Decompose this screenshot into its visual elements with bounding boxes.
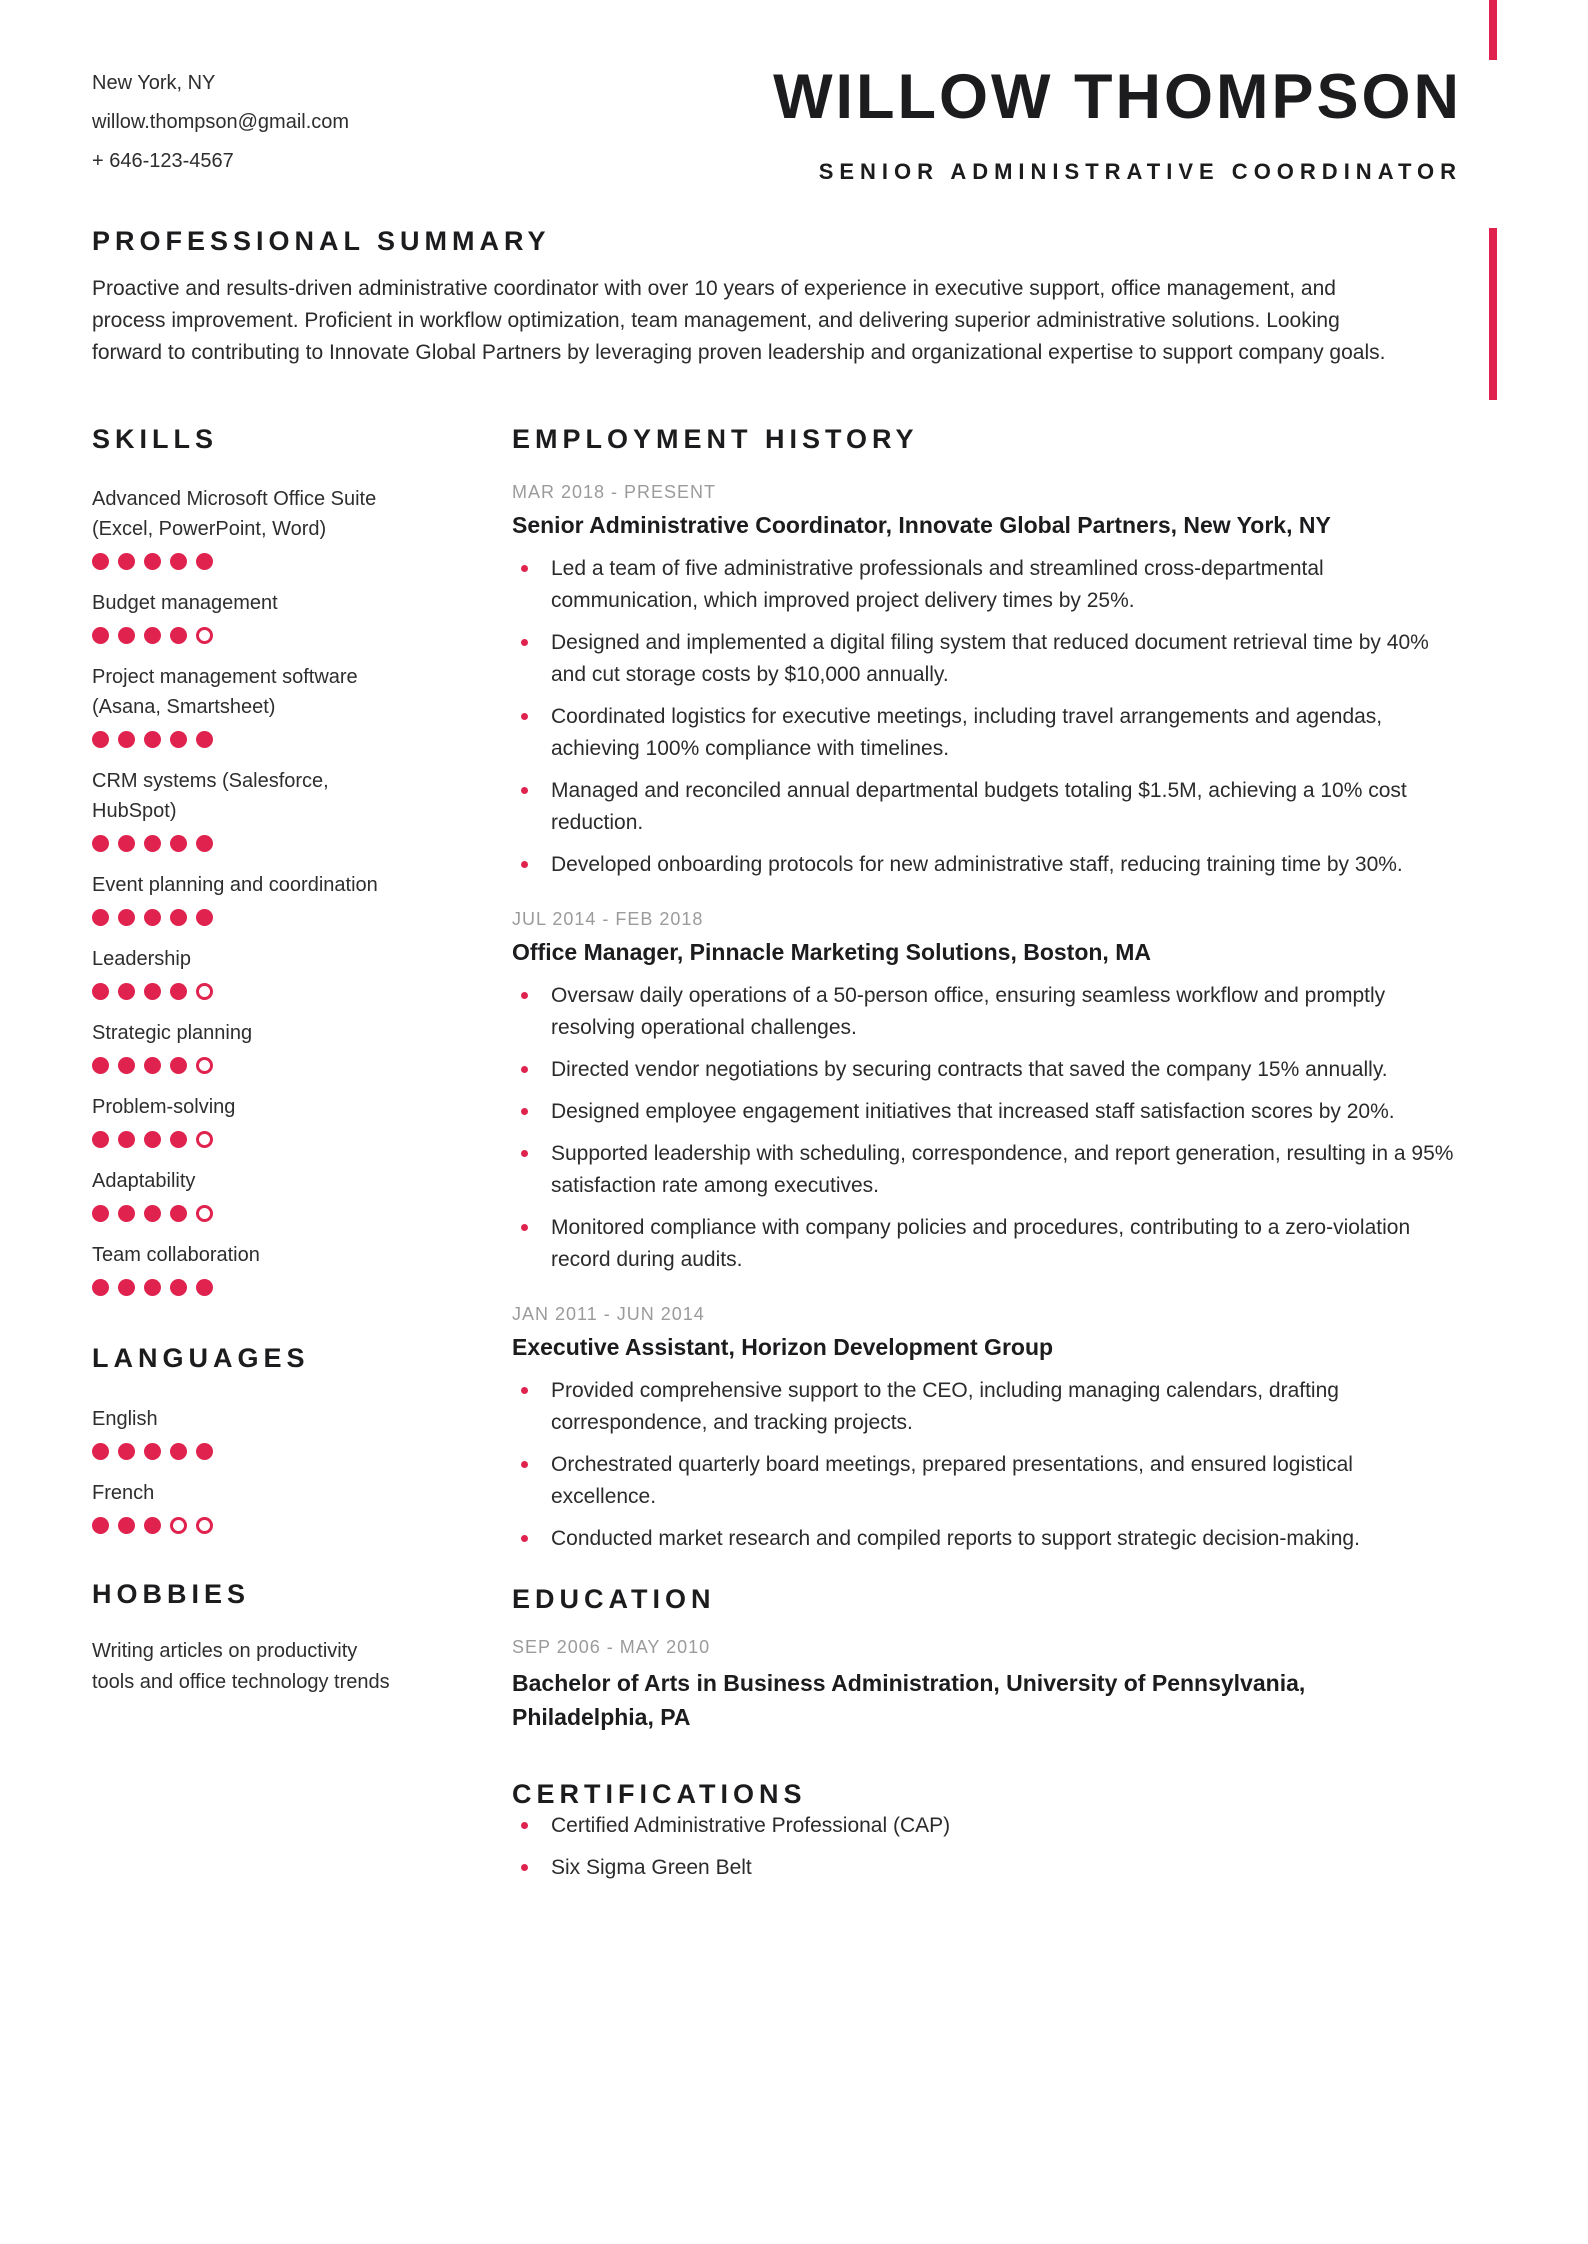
rating-dot-filled [144, 1205, 161, 1222]
skill-item-label: Leadership [92, 948, 191, 971]
job-bullet-text: Supported leadership with scheduling, correspondence, and report generation, resulting in a 95% satisfaction rate among executives. [551, 1142, 1454, 1198]
bullet-dot [521, 1535, 528, 1542]
job-dates: MAR 2018 - PRESENT [512, 482, 717, 503]
certification-item-text: Six Sigma Green Belt [551, 1855, 752, 1879]
skill-item [92, 1240, 402, 1296]
jobs-list [512, 482, 1462, 1555]
sidebar-column [92, 425, 402, 1698]
job-bullet [512, 701, 1462, 765]
rating-dot-empty [196, 983, 213, 1000]
job-bullet-text: Monitored compliance with company policies and procedures, contributing to a zero-violation record during audits. [551, 1216, 1411, 1272]
rating-dot-filled [92, 1279, 109, 1296]
rating-dot-filled [170, 1131, 187, 1148]
rating-dots [92, 983, 402, 1000]
job-bullet [512, 1375, 1462, 1439]
bullet-dot [521, 787, 528, 794]
job-bullet-text: Led a team of five administrative professionals and streamlined cross-departmental communication, which improved project delivery times by 25%. [551, 557, 1324, 613]
bullet-dot [521, 1461, 528, 1468]
skill-item-label: Project management software (Asana, Smartsheet) [92, 666, 358, 719]
bullet-dot [521, 1066, 528, 1073]
content-columns [92, 425, 1496, 1894]
rating-dots [92, 909, 402, 926]
rating-dot-filled [196, 1443, 213, 1460]
job-bullet-text: Oversaw daily operations of a 50-person office, ensuring seamless workflow and promptly resolving operational challenges. [551, 984, 1386, 1040]
job-bullet [512, 1054, 1462, 1086]
rating-dot-filled [118, 983, 135, 1000]
rating-dot-filled [92, 1057, 109, 1074]
rating-dot-empty [170, 1517, 187, 1534]
rating-dot-empty [196, 1205, 213, 1222]
rating-dot-filled [170, 835, 187, 852]
education-dates: SEP 2006 - MAY 2010 [512, 1637, 711, 1658]
education-degree: Bachelor of Arts in Business Administration, University of Pennsylvania, Philadelphia, PA [512, 1670, 1306, 1731]
rating-dot-filled [92, 909, 109, 926]
rating-dot-filled [92, 1443, 109, 1460]
rating-dots [92, 627, 402, 644]
rating-dot-filled [170, 731, 187, 748]
bullet-dot [521, 565, 528, 572]
candidate-name: WILLOW THOMPSON [773, 62, 1462, 132]
rating-dot-filled [92, 553, 109, 570]
rating-dot-filled [118, 1131, 135, 1148]
job-bullet-text: Designed employee engagement initiatives that increased staff satisfaction scores by 20%. [551, 1100, 1395, 1124]
job-bullet-text: Developed onboarding protocols for new administrative staff, reducing training time by 30%. [551, 853, 1403, 877]
education-heading: EDUCATION [512, 1584, 716, 1615]
rating-dots [92, 553, 402, 570]
job-bullet [512, 775, 1462, 839]
skill-item [92, 588, 402, 644]
rating-dot-filled [144, 909, 161, 926]
rating-dots [92, 1131, 402, 1148]
contact-location: New York, NY [92, 72, 216, 94]
rating-dot-filled [118, 909, 135, 926]
rating-dot-filled [170, 909, 187, 926]
rating-dot-filled [118, 1057, 135, 1074]
skill-item-label: Problem-solving [92, 1096, 236, 1119]
accent-bar-summary [1489, 228, 1497, 400]
job-bullet [512, 1523, 1462, 1555]
rating-dot-filled [92, 731, 109, 748]
summary-text: Proactive and results-driven administrative coordinator with over 10 years of experience in executive support, office management, and process improvement. Proficient in workflow optimization, team management, and delivering superior administrative solutions. Looking forward to contributing to Innovate Global Partners by leveraging proven leadership and organizational expertise to support company goals. [92, 276, 1386, 364]
rating-dot-filled [196, 909, 213, 926]
rating-dot-filled [144, 983, 161, 1000]
rating-dot-filled [170, 627, 187, 644]
rating-dots [92, 731, 402, 748]
rating-dot-filled [170, 1205, 187, 1222]
rating-dot-filled [144, 1131, 161, 1148]
rating-dot-filled [118, 1443, 135, 1460]
job-entry [512, 482, 1462, 881]
job-bullets [512, 553, 1462, 881]
job-bullet-text: Provided comprehensive support to the CEO, including managing calendars, drafting correspondence, and tracking projects. [551, 1379, 1339, 1435]
hobbies-section [92, 1580, 402, 1698]
rating-dots [92, 1057, 402, 1074]
job-bullet-text: Orchestrated quarterly board meetings, prepared presentations, and ensured logistical excellence. [551, 1453, 1353, 1509]
job-bullet [512, 1449, 1462, 1513]
language-item [92, 1478, 402, 1534]
skill-item-label: Strategic planning [92, 1022, 253, 1045]
rating-dots [92, 1205, 402, 1222]
rating-dot-filled [144, 1279, 161, 1296]
rating-dots [92, 1517, 402, 1534]
job-bullet [512, 1096, 1462, 1128]
bullet-dot [521, 1387, 528, 1394]
bullet-dot [521, 992, 528, 999]
job-title: Senior Administrative Coordinator, Innovate Global Partners, New York, NY [512, 512, 1331, 539]
professional-summary-section [92, 227, 1496, 369]
bullet-dot [521, 1864, 528, 1871]
rating-dot-empty [196, 1057, 213, 1074]
hobbies-heading: HOBBIES [92, 1579, 251, 1610]
rating-dot-filled [92, 835, 109, 852]
skill-item [92, 766, 402, 852]
skill-item-label: Event planning and coordination [92, 874, 378, 897]
skill-item-label: Adaptability [92, 1170, 196, 1193]
rating-dot-filled [118, 1517, 135, 1534]
bullet-dot [521, 1150, 528, 1157]
bullet-dot [521, 1822, 528, 1829]
rating-dot-filled [92, 1517, 109, 1534]
rating-dot-filled [118, 731, 135, 748]
skill-item-label: CRM systems (Salesforce, HubSpot) [92, 770, 329, 823]
rating-dot-filled [118, 1279, 135, 1296]
rating-dots [92, 1443, 402, 1460]
job-bullets [512, 1375, 1462, 1555]
certifications-heading: CERTIFICATIONS [512, 1779, 807, 1810]
languages-section [92, 1344, 402, 1534]
rating-dot-filled [118, 1205, 135, 1222]
rating-dot-filled [170, 1057, 187, 1074]
job-entry [512, 1304, 1462, 1555]
languages-list [92, 1404, 402, 1534]
certification-item [512, 1810, 1462, 1842]
skill-item [92, 662, 402, 748]
skill-item [92, 870, 402, 926]
skill-item-label: Advanced Microsoft Office Suite (Excel, PowerPoint, Word) [92, 488, 377, 541]
rating-dot-filled [170, 553, 187, 570]
rating-dot-empty [196, 1131, 213, 1148]
rating-dot-filled [144, 1443, 161, 1460]
contact-block [92, 50, 349, 181]
skill-item [92, 484, 402, 570]
rating-dot-filled [92, 1131, 109, 1148]
job-bullet [512, 1212, 1462, 1276]
skill-item-label: Budget management [92, 592, 278, 615]
rating-dot-empty [196, 627, 213, 644]
rating-dot-filled [92, 1205, 109, 1222]
job-title: Executive Assistant, Horizon Development Group [512, 1334, 1054, 1361]
resume-header [92, 50, 1496, 185]
rating-dot-filled [118, 553, 135, 570]
job-bullet [512, 553, 1462, 617]
skills-section [92, 425, 402, 1297]
skill-item [92, 944, 402, 1000]
education-section [512, 1585, 1462, 1734]
rating-dots [92, 835, 402, 852]
job-bullet [512, 849, 1462, 881]
skill-item [92, 1092, 402, 1148]
main-column [512, 425, 1496, 1894]
rating-dot-filled [196, 1279, 213, 1296]
job-dates: JUL 2014 - FEB 2018 [512, 909, 704, 930]
job-bullet-text: Conducted market research and compiled reports to support strategic decision-making. [551, 1527, 1360, 1551]
rating-dot-filled [170, 983, 187, 1000]
rating-dot-filled [170, 1443, 187, 1460]
certifications-section [512, 1780, 1462, 1884]
rating-dot-filled [196, 553, 213, 570]
languages-heading: LANGUAGES [92, 1343, 310, 1374]
rating-dot-filled [170, 1279, 187, 1296]
bullet-dot [521, 861, 528, 868]
bullet-dot [521, 639, 528, 646]
job-bullets [512, 980, 1462, 1276]
rating-dot-filled [92, 983, 109, 1000]
skill-item [92, 1018, 402, 1074]
employment-history-heading: EMPLOYMENT HISTORY [512, 423, 919, 454]
rating-dot-filled [144, 553, 161, 570]
job-dates: JAN 2011 - JUN 2014 [512, 1304, 705, 1325]
certification-item-text: Certified Administrative Professional (CAP) [551, 1813, 951, 1837]
rating-dot-filled [196, 731, 213, 748]
job-bullet-text: Designed and implemented a digital filing system that reduced document retrieval time by 40% and cut storage costs by $10,000 annually. [551, 631, 1429, 687]
job-bullet-text: Directed vendor negotiations by securing contracts that saved the company 15% annually. [551, 1058, 1388, 1082]
rating-dot-filled [144, 627, 161, 644]
rating-dot-filled [118, 627, 135, 644]
skills-list [92, 484, 402, 1296]
job-bullet [512, 980, 1462, 1044]
language-item-label: French [92, 1482, 155, 1505]
contact-phone: + 646-123-4567 [92, 150, 234, 172]
candidate-job-title: SENIOR ADMINISTRATIVE COORDINATOR [818, 159, 1462, 184]
rating-dot-filled [144, 835, 161, 852]
job-bullet-text: Coordinated logistics for executive meetings, including travel arrangements and agendas, achieving 100% compliance with timelines. [551, 705, 1383, 761]
job-bullet [512, 1138, 1462, 1202]
language-item [92, 1404, 402, 1460]
employment-history-section [512, 425, 1462, 1556]
bullet-dot [521, 713, 528, 720]
rating-dot-filled [144, 1517, 161, 1534]
skills-heading: SKILLS [92, 423, 219, 454]
job-entry [512, 909, 1462, 1276]
job-title: Office Manager, Pinnacle Marketing Solutions, Boston, MA [512, 939, 1151, 966]
language-item-label: English [92, 1408, 158, 1431]
hobbies-text: Writing articles on productivity tools and office technology trends [92, 1639, 390, 1693]
job-bullet [512, 627, 1462, 691]
rating-dots [92, 1279, 402, 1296]
job-bullet-text: Managed and reconciled annual departmental budgets totaling $1.5M, achieving a 10% cost reduction. [551, 779, 1407, 835]
rating-dot-filled [144, 731, 161, 748]
accent-bar-top [1489, 0, 1497, 60]
skill-item [92, 1166, 402, 1222]
rating-dot-filled [144, 1057, 161, 1074]
certification-item [512, 1852, 1462, 1884]
skill-item-label: Team collaboration [92, 1244, 260, 1267]
identity-block [773, 50, 1496, 185]
bullet-dot [521, 1224, 528, 1231]
contact-email: willow.thompson@gmail.com [92, 111, 350, 133]
rating-dot-filled [92, 627, 109, 644]
rating-dot-empty [196, 1517, 213, 1534]
rating-dot-filled [196, 835, 213, 852]
summary-heading: PROFESSIONAL SUMMARY [92, 226, 551, 256]
rating-dot-filled [118, 835, 135, 852]
bullet-dot [521, 1108, 528, 1115]
certifications-list [512, 1810, 1462, 1884]
